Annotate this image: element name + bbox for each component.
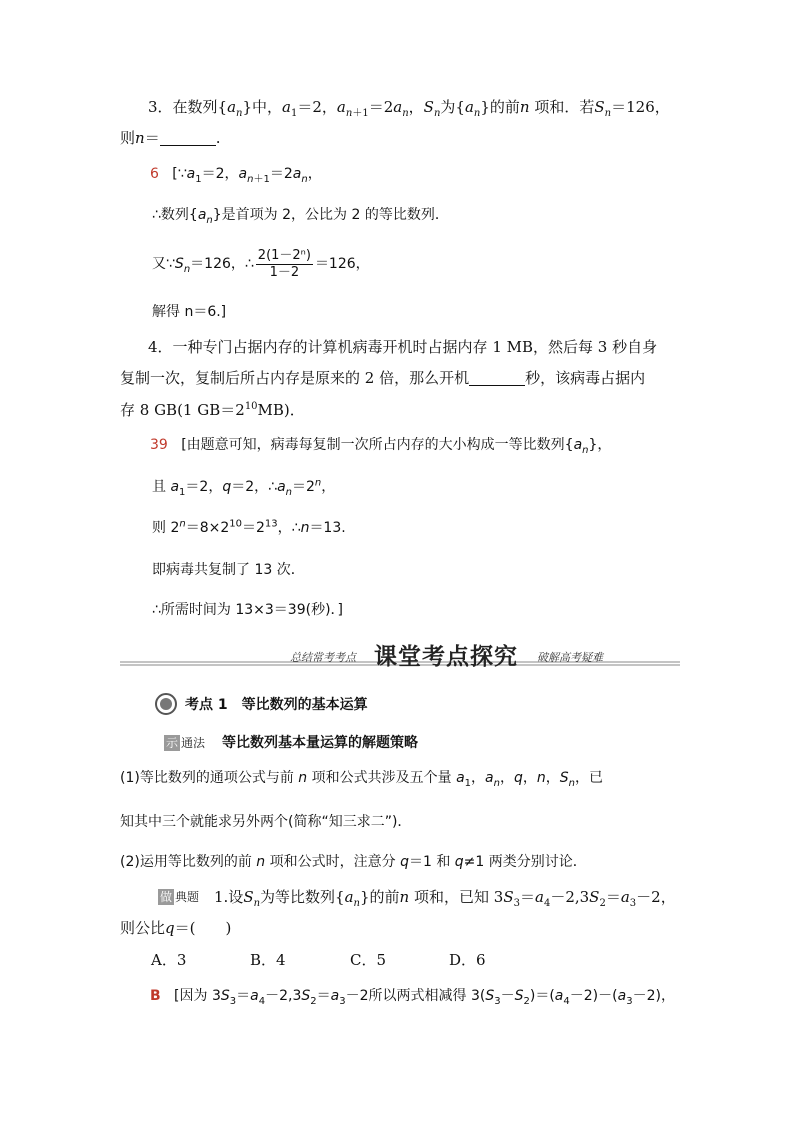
dianti-line2: 则公比q＝( ) xyxy=(120,919,232,937)
a3-line2: ∴数列$\{a_n\}$是首项为 2，公比为 2 的等比数列． xyxy=(152,207,449,226)
a4-line4: 即病毒共复制了 13 次． xyxy=(152,562,305,578)
p2-line1: (2)运用等比数列的前 n 项和公式时，注意分 q＝1 和 q≠1 两类分别讨论． xyxy=(120,854,587,870)
q4-line2: 复制一次，复制后所占内存是原来的 2 倍，那么开机 秒，该病毒占据内 xyxy=(120,369,646,387)
p1-line1: (1)等比数列的通项公式与前 n 项和公式共涉及五个量 $a_1$，$a_n$，q，n，$S_n$，已 xyxy=(120,770,603,789)
a3-line1: 6 [$\because a_1=2$，$a_{n+1}=2a_n$， xyxy=(150,166,322,185)
answer-value: B xyxy=(150,988,161,1004)
dianti-tag: 做 xyxy=(160,890,173,904)
answer-blank xyxy=(160,131,216,146)
q3-line2: 则n＝ . xyxy=(120,129,221,147)
a5-line1: B [因为 $3S_3=a_4-2,3S_2=a_3-2$所以两式相减得 $3(S_3-S_2)=(a_4-2)-(a_3-2)$， xyxy=(150,988,675,1007)
p1-line2: 知其中三个就能求另外两个(简称“知三求二”)． xyxy=(120,814,412,830)
a4-line1: 39 [由题意可知，病毒每复制一次所占内存的大小构成一等比数列$\{a_n\}$， xyxy=(150,437,612,456)
option-d: D．6 xyxy=(449,951,486,969)
a3-line3: 又$\because S_n=126$，∴ $\frac{\text{2(1－2ⁿ)}}{1-2}$ ＝126， xyxy=(152,247,370,280)
option-a: A．3 xyxy=(151,951,187,969)
banner-right-text: 破解高考疑难 xyxy=(537,651,603,664)
answer-value: 6 xyxy=(150,166,159,182)
bullet-circle-icon xyxy=(155,693,177,715)
a4-line2: 且 $a_1=2$，q＝2，$\therefore a_n=2^n$， xyxy=(152,477,336,498)
tongfa-label: 通法 xyxy=(181,736,206,750)
section-title: 课堂考点探究 xyxy=(374,644,518,670)
q4-line1: 4．一种专门占据内存的计算机病毒开机时占据内存 1 MB，然后每 3 秒自身 xyxy=(148,338,658,356)
tongfa-tag: 示 xyxy=(166,736,179,750)
answer-value: 39 xyxy=(150,437,168,453)
a4-line3: 则 $2^n=8\times 2^{10}=2^{13}$，∴n＝13. xyxy=(152,518,346,536)
answer-blank xyxy=(469,371,525,386)
a4-line5: ∴所需时间为 13×3＝39(秒)．] xyxy=(152,602,344,618)
dianti-line1: 1.设$S_n$为等比数列$\{a_n\}$的前n 项和，已知 $3S_3=a_4-2,3S_2=a_3-2$， xyxy=(214,888,676,909)
option-b: B．4 xyxy=(250,951,286,969)
q4-line3: 存 8 GB(1 $GB=2^{10}MB$)． xyxy=(120,401,305,419)
sum-fraction: $\frac{\text{2(1－2ⁿ)}}{1-2}$ xyxy=(257,247,311,280)
option-c: C．5 xyxy=(350,951,387,969)
dianti-label: 典题 xyxy=(175,890,200,904)
tongfa-title: 等比数列基本量运算的解题策略 xyxy=(222,735,418,751)
q3-line1: 3．在数列$\{a_n\}$中，$a_1=2$，$a_{n+1}=2a_n$，$S_n$为$\{a_n\}$的前n 项和．若$S_n=126$， xyxy=(148,98,670,119)
a3-line4: 解得 n＝6.] xyxy=(152,304,227,320)
kaodian-title: 考点 1 等比数列的基本运算 xyxy=(185,697,368,713)
banner-left-text: 总结常考考点 xyxy=(290,651,356,664)
